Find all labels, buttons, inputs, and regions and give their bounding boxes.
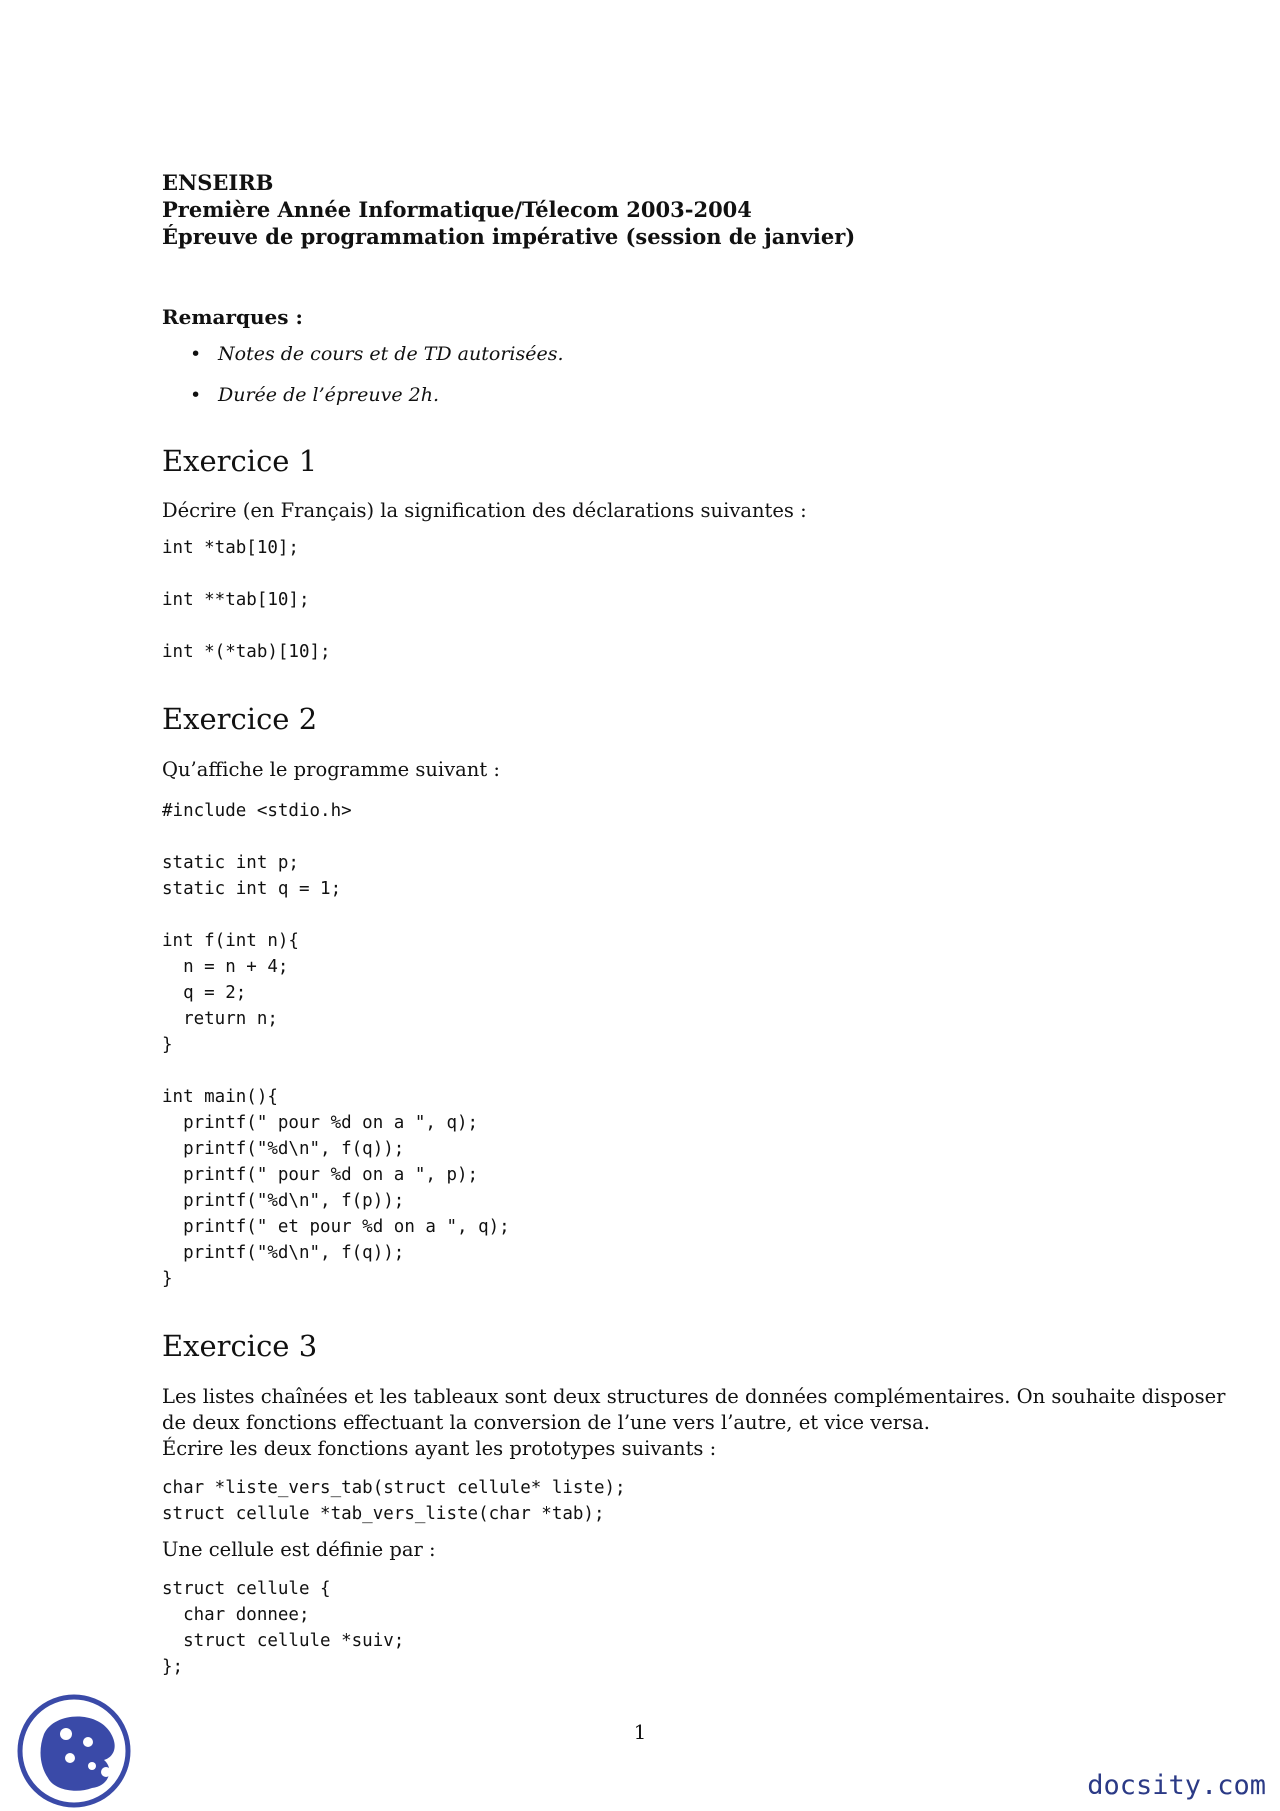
docsity-brand[interactable]: docsity.com [1087, 1770, 1266, 1801]
exercise-3-title: Exercice 3 [162, 1329, 318, 1363]
remarks-list [190, 340, 564, 422]
docsity-logo-icon [14, 1694, 134, 1808]
list-item: • Durée de l’épreuve 2h. [190, 381, 564, 422]
page-number: 1 [633, 1720, 647, 1744]
exercise-3-intro-line-2: de deux fonctions effectuant la conversion de l’une vers l’autre, et vice versa. [162, 1411, 930, 1434]
document-header [162, 169, 855, 250]
exercise-3-intro-line-1: Les listes chaînées et les tableaux sont deux structures de données complémentaires. On souhaite disposer [162, 1385, 1226, 1408]
exercise-2-intro: Qu’affiche le programme suivant : [162, 758, 500, 781]
exercise-3-intro-line-3: Écrire les deux fonctions ayant les prototypes suivants : [162, 1437, 717, 1460]
exercise-3-cell-intro: Une cellule est définie par : [162, 1538, 436, 1561]
remarks-title: Remarques : [162, 305, 303, 329]
exercise-2-title: Exercice 2 [162, 702, 318, 736]
exercise-1-intro: Décrire (en Français) la signification des déclarations suivantes : [162, 499, 807, 522]
exercise-3-prototypes: char *liste_vers_tab(struct cellule* liste); struct cellule *tab_vers_liste(char *tab); [162, 1478, 626, 1524]
exercise-1-decl-1: int *tab[10]; [162, 538, 299, 558]
exercise-2-code: #include <stdio.h> static int p; static int q = 1; int f(int n){ n = n + 4; q = 2; return n; } int main(){ printf(" pour %d on a ", q); printf("%d\n", f(q)); printf(" pour %d on a ", p); printf("%d\n", f(p)); printf(" et pour %d on a ", q); printf("%d\n", f(q)); } [162, 801, 510, 1289]
school-name: ENSEIRB [162, 170, 274, 195]
year-line: Première Année Informatique/Télecom 2003-2004 [162, 197, 752, 222]
exercise-1-decl-3: int *(*tab)[10]; [162, 642, 331, 662]
exam-title: Épreuve de programmation impérative (session de janvier) [162, 224, 856, 249]
list-item: • Notes de cours et de TD autorisées. [190, 340, 564, 381]
exercise-3-struct-code: struct cellule { char donnee; struct cellule *suiv; }; [162, 1579, 405, 1677]
exercise-1-title: Exercice 1 [162, 444, 318, 478]
exercise-1-decl-2: int **tab[10]; [162, 590, 310, 610]
